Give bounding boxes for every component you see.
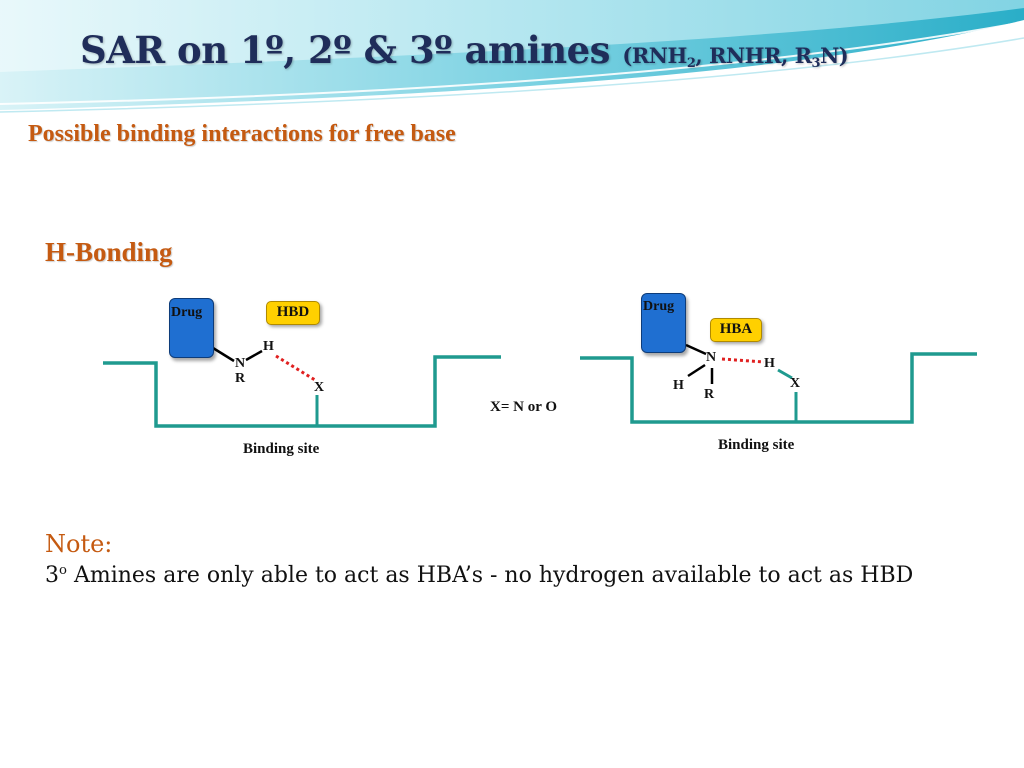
hbond-left [276, 356, 315, 380]
subtitle: Possible binding interactions for free base [28, 121, 456, 147]
note-text [45, 563, 913, 588]
atom-x-left: X [314, 380, 325, 395]
atom-r-right: R [704, 387, 715, 402]
x-definition: X= N or O [490, 399, 558, 415]
hba-tag: HBA [710, 318, 762, 342]
atom-h-left-right: H [673, 378, 684, 393]
atom-n-left: N [235, 356, 246, 371]
formula-subscript: 3 [811, 56, 821, 71]
hbd-tag: HBD [266, 301, 320, 325]
note-number: 3 [45, 563, 59, 588]
bond-drug-n-right [686, 345, 706, 354]
formula-subscript: 2 [686, 56, 696, 71]
atom-x-right: X [790, 376, 801, 391]
formula-part: , RNHR, R [695, 43, 812, 68]
formula-part: (RNH [622, 43, 687, 68]
degree-mark: o [59, 563, 67, 579]
section-heading: H-Bonding [45, 237, 173, 267]
bond-n-h-left [246, 351, 262, 360]
atom-n-right: N [706, 350, 717, 365]
title-main: SAR on 1º, 2º & 3º amines [80, 28, 611, 72]
binding-site-label-right: Binding site [718, 437, 795, 453]
hbond-right [722, 359, 764, 362]
atom-r-left: R [235, 371, 246, 386]
atom-h-site-right: H [764, 356, 775, 371]
binding-site-right [580, 354, 977, 422]
note-title: Note: [45, 530, 113, 558]
atom-h-left: H [263, 339, 274, 354]
bond-drug-n-left [213, 348, 234, 361]
drug-label-left: Drug [171, 305, 203, 320]
binding-site-label-left: Binding site [243, 441, 320, 457]
binding-site-left [103, 357, 501, 426]
note-body: Amines are only able to act as HBA’s - no hydrogen available to act as HBD [66, 563, 914, 588]
formula-part: N) [820, 43, 849, 68]
bond-n-h-right [688, 365, 705, 376]
drug-label-right: Drug [643, 299, 675, 314]
